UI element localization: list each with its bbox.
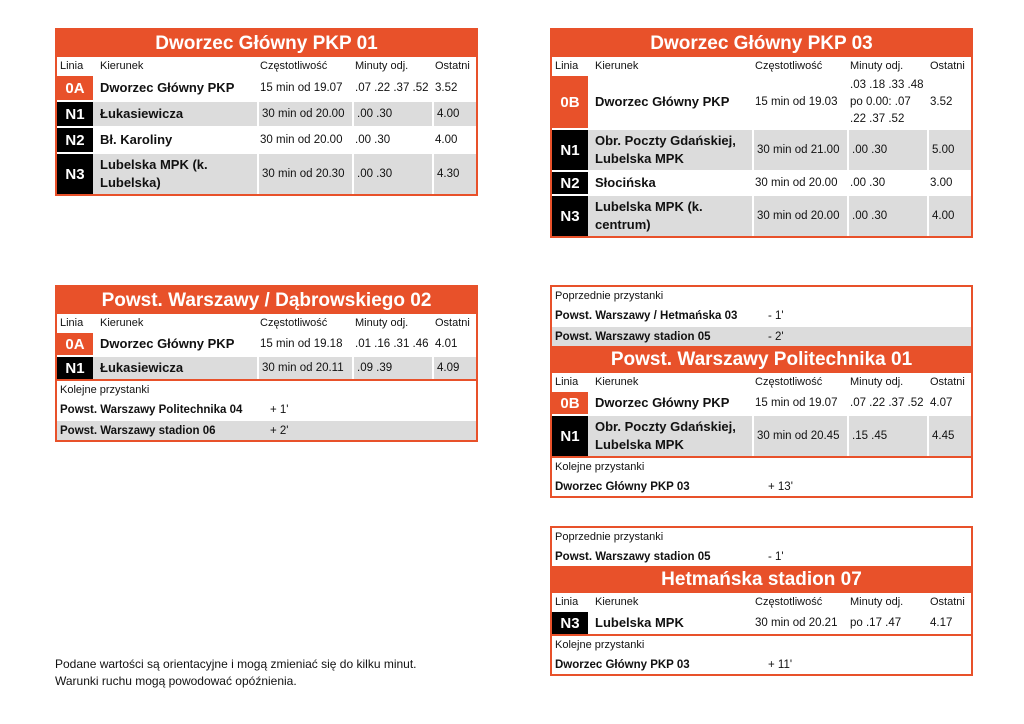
last-cell: 3.52 (927, 74, 971, 128)
minutes-cell: .15 .45 (847, 414, 927, 456)
frequency-cell: 30 min od 20.30 (257, 152, 352, 194)
next-stops-label: Kolejne przystanki (60, 384, 150, 396)
list-item (552, 545, 971, 566)
stop-title: Hetmańska stadion 07 (552, 566, 971, 593)
stop-name: Powst. Warszawy stadion 06 (60, 424, 216, 437)
line-badge: N1 (57, 102, 93, 126)
list-item (552, 475, 971, 496)
header-direction: Kierunek (100, 60, 144, 72)
header-last: Ostatni (435, 317, 470, 329)
direction-cell: Lubelska MPK (k. centrum) (592, 194, 752, 236)
header-line: Linia (555, 376, 579, 388)
previous-stops-label: Poprzednie przystanki (555, 290, 664, 302)
list-item (552, 325, 971, 346)
direction-cell: Dworzec Główny PKP (97, 331, 257, 355)
previous-stops (552, 528, 971, 566)
stop-panel-powst-dabrowskiego-02 (55, 285, 478, 442)
header-frequency: Częstotliwość (755, 596, 823, 608)
list-item (57, 398, 476, 419)
stop-time: + 13' (768, 480, 793, 493)
minutes-cell: .03 .18 .33 .48 po 0.00: .07 .22 .37 .52 (847, 74, 927, 128)
minutes-cell: .00 .30 (847, 170, 927, 194)
frequency-cell: 30 min od 20.00 (257, 126, 352, 152)
minutes-cell: .07 .22 .37 .52 (847, 390, 927, 414)
note-line-2: Warunki ruchu mogą powodować opóźnienia. (55, 674, 297, 688)
frequency-cell: 15 min od 19.07 (752, 390, 847, 414)
frequency-cell: 30 min od 20.00 (752, 194, 847, 236)
frequency-cell: 30 min od 20.45 (752, 414, 847, 456)
line-badge: N1 (552, 416, 588, 456)
stop-time: - 1' (768, 550, 784, 563)
stop-panel-hetmanska-07 (550, 526, 973, 676)
stop-title: Dworzec Główny PKP 01 (57, 30, 476, 57)
table-header (552, 373, 971, 390)
departures-table (57, 314, 476, 379)
table-row (57, 126, 476, 152)
table-row (552, 170, 971, 194)
header-direction: Kierunek (100, 317, 144, 329)
frequency-cell: 30 min od 20.00 (257, 100, 352, 126)
header-minutes: Minuty odj. (850, 596, 904, 608)
direction-cell: Lubelska MPK (k. Lubelska) (97, 152, 257, 194)
next-stops (552, 456, 971, 496)
previous-stops-label: Poprzednie przystanki (555, 531, 664, 543)
direction-cell: Łukasiewicza (97, 100, 257, 126)
stop-name: Powst. Warszawy Politechnika 04 (60, 403, 243, 416)
stop-panel-politechnika-01 (550, 285, 973, 498)
minutes-cell: .00 .30 (847, 194, 927, 236)
minutes-cell: .07 .22 .37 .52 (352, 74, 432, 100)
note-line-1: Podane wartości są orientacyjne i mogą zmieniać się do kilku minut. (55, 657, 417, 671)
line-badge: N3 (57, 154, 93, 194)
line-badge: N1 (57, 357, 93, 379)
next-stops-label: Kolejne przystanki (555, 639, 645, 651)
stop-name: Dworzec Główny PKP 03 (555, 480, 690, 493)
last-cell: 3.00 (927, 170, 971, 194)
frequency-cell: 30 min od 20.00 (752, 170, 847, 194)
header-direction: Kierunek (595, 376, 639, 388)
header-line: Linia (555, 60, 579, 72)
table-row (57, 74, 476, 100)
previous-stops (552, 287, 971, 346)
table-header (552, 57, 971, 74)
last-cell: 5.00 (927, 128, 971, 170)
last-cell: 4.01 (432, 331, 476, 355)
line-badge: N2 (552, 172, 588, 194)
line-badge: N3 (552, 612, 588, 634)
minutes-cell: .09 .39 (352, 355, 432, 379)
last-cell: 4.30 (432, 152, 476, 194)
header-last: Ostatni (930, 596, 965, 608)
line-badge: N3 (552, 196, 588, 236)
header-frequency: Częstotliwość (260, 60, 328, 72)
line-badge: N2 (57, 128, 93, 152)
direction-cell: Słocińska (592, 170, 752, 194)
departures-table (57, 57, 476, 194)
last-cell: 4.00 (927, 194, 971, 236)
stop-title: Powst. Warszawy / Dąbrowskiego 02 (57, 287, 476, 314)
table-header (552, 593, 971, 610)
table-header (57, 57, 476, 74)
table-row (552, 194, 971, 236)
last-cell: 3.52 (432, 74, 476, 100)
header-last: Ostatni (930, 376, 965, 388)
last-cell: 4.00 (432, 126, 476, 152)
direction-cell: Bł. Karoliny (97, 126, 257, 152)
table-row (552, 610, 971, 634)
header-minutes: Minuty odj. (850, 376, 904, 388)
last-cell: 4.00 (432, 100, 476, 126)
stop-title: Dworzec Główny PKP 03 (552, 30, 971, 57)
direction-cell: Dworzec Główny PKP (97, 74, 257, 100)
header-minutes: Minuty odj. (355, 317, 409, 329)
stop-name: Powst. Warszawy stadion 05 (555, 550, 711, 563)
frequency-cell: 30 min od 20.11 (257, 355, 352, 379)
disclaimer-note (55, 656, 475, 690)
minutes-cell: .01 .16 .31 .46 (352, 331, 432, 355)
line-badge: N1 (552, 130, 588, 170)
minutes-cell: .00 .30 (847, 128, 927, 170)
last-cell: 4.07 (927, 390, 971, 414)
table-row (552, 390, 971, 414)
stop-time: - 2' (768, 330, 784, 343)
direction-cell: Obr. Poczty Gdańskiej, Lubelska MPK (592, 128, 752, 170)
stop-name: Powst. Warszawy stadion 05 (555, 330, 711, 343)
list-item (552, 304, 971, 325)
header-line: Linia (60, 60, 84, 72)
stop-name: Powst. Warszawy / Hetmańska 03 (555, 309, 738, 322)
header-direction: Kierunek (595, 596, 639, 608)
frequency-cell: 15 min od 19.18 (257, 331, 352, 355)
stop-name: Dworzec Główny PKP 03 (555, 658, 690, 671)
table-row (57, 331, 476, 355)
stop-panel-dworzec-03 (550, 28, 973, 238)
minutes-cell: .00 .30 (352, 126, 432, 152)
stop-time: + 11' (768, 658, 793, 671)
departures-table (552, 57, 971, 236)
next-stops (552, 634, 971, 674)
departures-table (552, 593, 971, 634)
next-stops (57, 379, 476, 440)
line-badge: 0B (552, 76, 588, 128)
header-frequency: Częstotliwość (755, 60, 823, 72)
header-frequency: Częstotliwość (755, 376, 823, 388)
table-row (552, 414, 971, 456)
stop-time: + 2' (270, 424, 289, 437)
list-item (552, 653, 971, 674)
header-minutes: Minuty odj. (850, 60, 904, 72)
table-row (552, 128, 971, 170)
table-row (57, 355, 476, 379)
table-row (552, 74, 971, 128)
stop-time: - 1' (768, 309, 784, 322)
table-row (57, 152, 476, 194)
last-cell: 4.09 (432, 355, 476, 379)
minutes-cell: po .17 .47 (847, 610, 927, 634)
direction-cell: Dworzec Główny PKP (592, 390, 752, 414)
direction-cell: Lubelska MPK (592, 610, 752, 634)
header-direction: Kierunek (595, 60, 639, 72)
header-frequency: Częstotliwość (260, 317, 328, 329)
frequency-cell: 15 min od 19.07 (257, 74, 352, 100)
line-badge: 0A (57, 76, 93, 100)
header-line: Linia (555, 596, 579, 608)
stop-title: Powst. Warszawy Politechnika 01 (552, 346, 971, 373)
header-last: Ostatni (930, 60, 965, 72)
last-cell: 4.17 (927, 610, 971, 634)
direction-cell: Obr. Poczty Gdańskiej, Lubelska MPK (592, 414, 752, 456)
table-row (57, 100, 476, 126)
minutes-cell: .00 .30 (352, 100, 432, 126)
header-last: Ostatni (435, 60, 470, 72)
header-minutes: Minuty odj. (355, 60, 409, 72)
direction-cell: Łukasiewicza (97, 355, 257, 379)
frequency-cell: 15 min od 19.03 (752, 74, 847, 128)
direction-cell: Dworzec Główny PKP (592, 74, 752, 128)
frequency-cell: 30 min od 21.00 (752, 128, 847, 170)
departures-table (552, 373, 971, 456)
stop-panel-dworzec-01 (55, 28, 478, 196)
line-badge: 0B (552, 392, 588, 414)
next-stops-label: Kolejne przystanki (555, 461, 645, 473)
line-badge: 0A (57, 333, 93, 355)
frequency-cell: 30 min od 20.21 (752, 610, 847, 634)
list-item (57, 419, 476, 440)
stop-time: + 1' (270, 403, 289, 416)
table-header (57, 314, 476, 331)
last-cell: 4.45 (927, 414, 971, 456)
header-line: Linia (60, 317, 84, 329)
minutes-cell: .00 .30 (352, 152, 432, 194)
